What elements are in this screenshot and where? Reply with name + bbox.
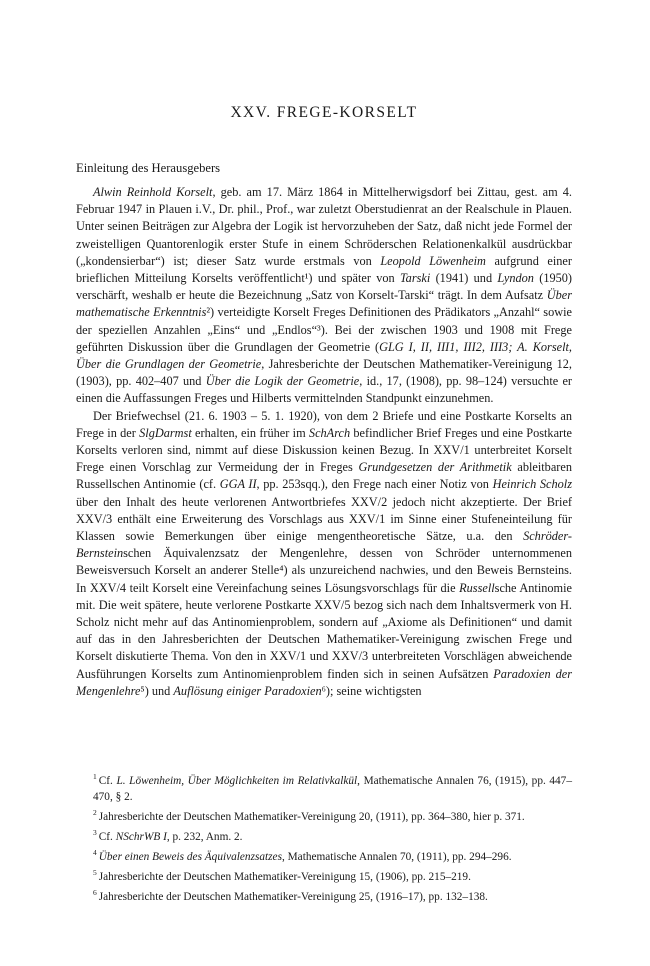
footnote-number: 1 xyxy=(93,772,97,781)
italic-run: Grundgesetzen der Arithmetik xyxy=(358,460,512,475)
text-run: erhalten, ein früher im xyxy=(191,425,309,440)
text-run: , id., 17, (1908), pp. 98–124) versuchte er einen die Auffassungen Freges und Hilberts vermittelnden Standpunkt einzunehmen. xyxy=(76,374,573,406)
italic-run: Auflösung einiger Paradoxien xyxy=(173,683,322,698)
footnote-text xyxy=(99,831,243,843)
italic-run: Über einen Beweis des Äquivalenzsatzes xyxy=(98,850,282,863)
text-run: (1941) und xyxy=(430,271,498,286)
text-run: Jahresberichte der Deutschen Mathematiker-Vereinigung 15, (1906), pp. 215–219. xyxy=(98,870,471,883)
text-run: befindlicher Brief Freges und eine Postkarte Korselts verloren sind, nimmt auf diese Diskussion keinen Bezug. In XXV/1 unterbreitet Korselt Frege einen Vorschlag zur Vermeidung der in Freges xyxy=(76,425,572,475)
footnote-1 xyxy=(76,769,572,805)
italic-run: GGA II xyxy=(219,477,257,492)
italic-run: Lyndon xyxy=(497,271,534,286)
italic-run: SchArch xyxy=(308,425,351,440)
italic-run: Heinrich Scholz xyxy=(492,477,572,492)
text-run: , Jahresberichte der Deutschen Mathematiker-Vereinigung 12, (1903), pp. 402–407 und xyxy=(76,357,573,389)
text-run: ableitbaren Russellschen Antinomie (cf. xyxy=(76,460,572,492)
text-run: (1950) verschärft, weshalb er heute die Bezeichnung „Satz von Korselt-Tarski“ trägt. In dem Aufsatz xyxy=(76,271,573,303)
italic-run: Über mathematische Erkenntnis xyxy=(76,288,572,320)
text-run: , Mathematische Annalen 76, (1915), pp. 447–470, § 2. xyxy=(93,774,572,803)
italic-run: L. Löwenheim, Über Möglichkeiten im Relativkalkül xyxy=(116,774,358,787)
section-subtitle: Einleitung des Herausgebers xyxy=(76,161,221,175)
italic-run: Leopold Löwenheim xyxy=(380,253,486,268)
italic-run: GLG I, II, III1, III2, III3; A. Korselt, Über die Grundlagen der Geometrie xyxy=(76,339,572,372)
text-run: , p. 232, Anm. 2. xyxy=(166,830,243,843)
text-run: ²) verteidigte Korselt Freges Definitionen des Prädikators „Anzahl“ sowie der speziellen Anzahlen „Eins“ und „Endlos“³). Bei der zwischen 1903 und 1908 mit Frege geführten Diskussion über die Grundlagen der Geometrie ( xyxy=(76,305,572,354)
footnote-number: 2 xyxy=(93,808,97,818)
footnotes xyxy=(76,769,572,905)
footnote-text xyxy=(99,851,512,863)
italic-run: Tarski xyxy=(399,271,431,286)
paragraph-2 xyxy=(76,408,572,700)
footnote-4 xyxy=(76,845,572,865)
text-run: über den Inhalt des heute verlorenen Antwortbriefes XXV/2 jedoch nicht akzeptierte. Der Brief XXV/3 enthält eine Erweiterung des Vorschlags aus XXV/1 im Sinne einer Stufeneinteilung für Klassen sowie Bemerkungen über einige mengentheoretische Sätze, u.a. den xyxy=(76,494,572,544)
footnote-text xyxy=(93,775,572,803)
footnote-text xyxy=(99,891,488,903)
footnote-number: 4 xyxy=(93,848,97,858)
text-run: ⁵) und xyxy=(140,683,174,698)
footnote-number: 5 xyxy=(93,868,97,878)
italic-run: NSchrWB I xyxy=(115,830,167,843)
footnote-5 xyxy=(76,865,572,885)
body-text xyxy=(76,184,572,700)
text-run: schen Äquivalenzsatz der Mengenlehre, dessen von Schröder unternommenen Beweisversuch Korselt an anderer Stelle⁴) als unzureichend nachwies, und den Beweis Bernsteins. In XXV/4 teilt Korselt eine Vereinfachung seines Lösungsvorschlags für die xyxy=(76,546,572,595)
italic-run: SlgDarmst xyxy=(139,425,192,440)
footnote-number: 6 xyxy=(93,888,97,898)
text-run: Jahresberichte der Deutschen Mathematiker-Vereinigung 25, (1916–17), pp. 132–138. xyxy=(98,890,488,903)
footnote-number: 3 xyxy=(93,828,97,838)
italic-run: Alwin Reinhold Korselt xyxy=(93,185,213,199)
text-run: aufgrund einer brieflichen Mitteilung Korselts veröffentlicht¹) und später von xyxy=(76,253,572,286)
text-run: Jahresberichte der Deutschen Mathematiker-Vereinigung 20, (1911), pp. 364–380, hier p. 371. xyxy=(98,810,525,823)
text-run: , Mathematische Annalen 70, (1911), pp. 294–296. xyxy=(281,850,512,863)
footnote-text xyxy=(99,871,471,883)
text-run: ⁶); seine wichtigsten xyxy=(321,683,422,698)
text-run: , pp. 253sqq.), den Frege nach einer Notiz von xyxy=(256,477,493,492)
text-run: Der Briefwechsel (21. 6. 1903 – 5. 1. 1920), von dem 2 Briefe und eine Postkarte Korselts an Frege in der xyxy=(76,408,572,440)
text-run: sche Antinomie mit. Die weit spätere, heute verlorene Postkarte XXV/5 bezog sich nach dem Inhaltsvermerk von H. Scholz nicht mehr auf das Antinomienproblem, sondern auf „Axiome als Definitionen“ und damit auf das in den Jahresberichten der Deutschen Mathematiker-Vereinigung zwischen Frege und Korselt diskutierte Thema. Von den in XXV/1 und XXV/3 unterbreiteten Vorschlägen abweichende Ausführungen Korselts zum Antinomienproblem finden sich in seinen Aufsätzen xyxy=(76,580,572,681)
text-run: Cf. xyxy=(98,830,116,843)
footnote-6 xyxy=(76,885,572,905)
text-run: Cf. xyxy=(98,774,117,787)
paragraph-1 xyxy=(76,184,572,408)
text-run: , geb. am 17. März 1864 in Mittelherwigsdorf bei Zittau, gest. am 4. Februar 1947 in Plauen i.V., Dr. phil., Prof., war zuletzt Oberstudienrat an der Realschule in Plauen. Unter seinen Beiträgen zur Algebra der Logik ist hervorzuheben der Satz, daß nicht jede Formel der zweistelligen Quantorenlogik erster Stufe in einem Schröderschen Relationenkalkül ausdrückbar („kondensierbar“) ist; dieser Satz wurde erstmals von xyxy=(76,185,572,268)
chapter-title: XXV. FREGE-KORSELT xyxy=(230,104,418,121)
footnote-2 xyxy=(76,805,572,825)
italic-run: Paradoxien der Mengenlehre xyxy=(76,666,572,698)
italic-run: Russell xyxy=(459,580,495,595)
italic-run: Schröder-Bernstein xyxy=(76,529,572,561)
footnote-text xyxy=(99,811,525,823)
footnote-3 xyxy=(76,825,572,845)
italic-run: Über die Logik der Geometrie xyxy=(205,374,360,389)
